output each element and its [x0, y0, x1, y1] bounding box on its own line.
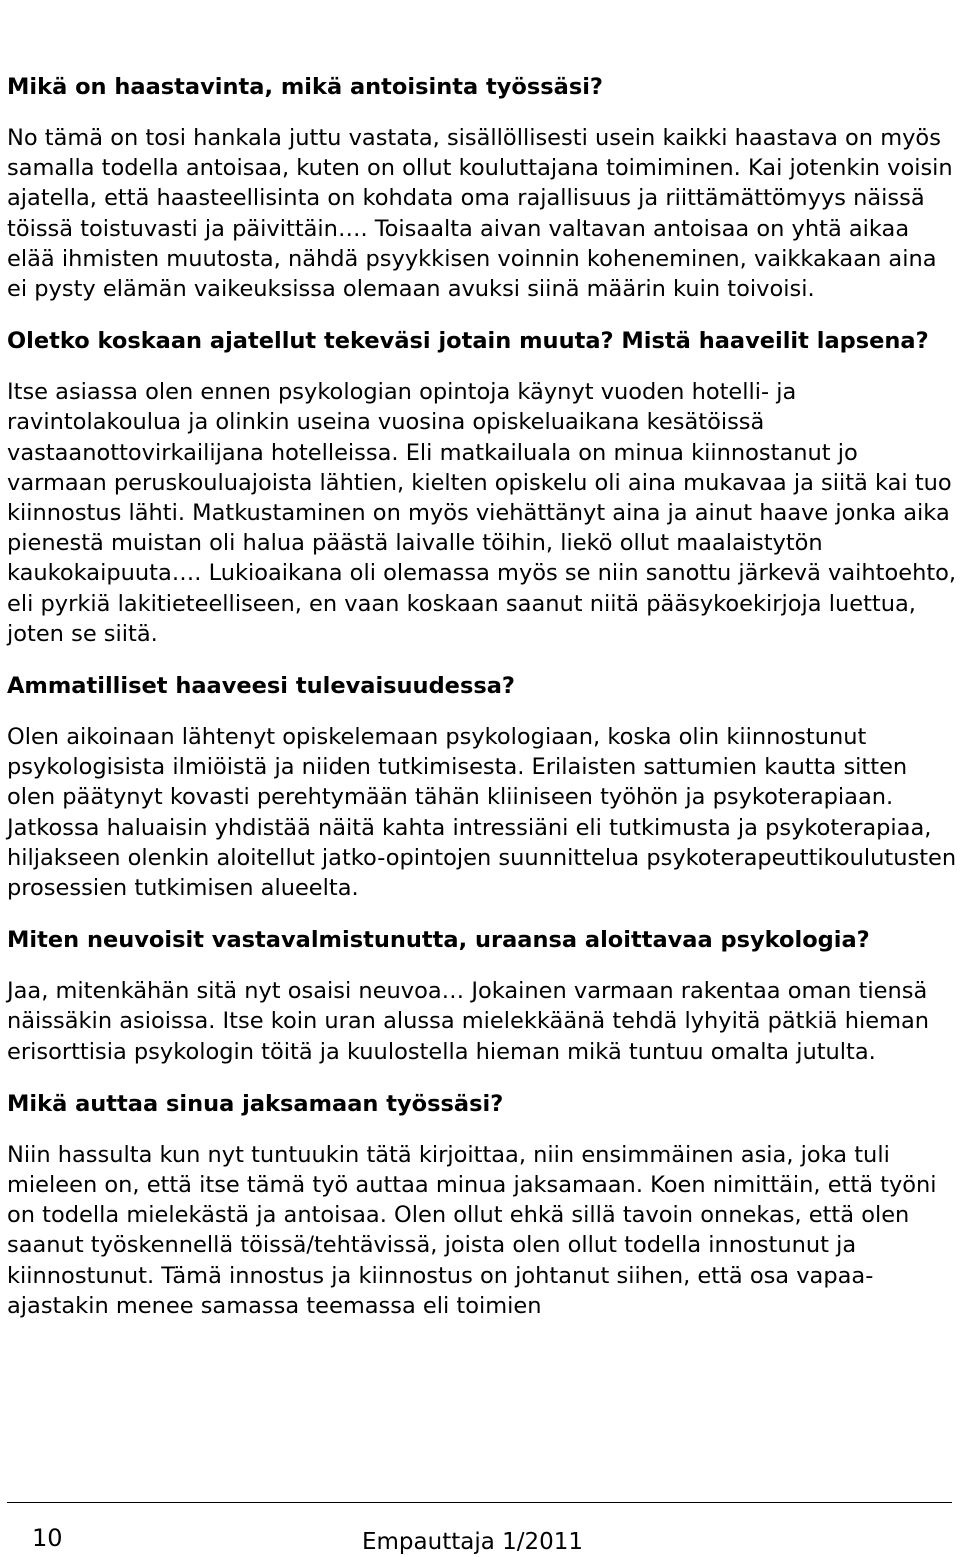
answer-paragraph: Olen aikoinaan lähtenyt opiskelemaan psykologiaan, koska olin kiinnostunut psykologisista ilmiöistä ja niiden tutkimisesta. Erilaisten sattumien kautta sitten olen päätynyt kovasti perehtymään tähän kliiniseen työhön ja psykoterapiaan. Jatkossa haluaisin yhdistää näitä kahta intressiäni eli tutkimusta ja psykoterapiaa, hiljakseen olenkin aloitellut jatko-opintojen suunnittelua psykoterapeuttikoulutusten prosessien tutkimisen alueelta. — [7, 724, 957, 902]
article-body — [7, 72, 959, 1321]
answer-paragraph: Itse asiassa olen ennen psykologian opintoja käynyt vuoden hotelli- ja ravintolakoulua ja olinkin useina vuosina opiskeluaikana kesätöissä vastaanottovirkailijana hotelleissa. Eli matkailuala on minua kiinnostanut jo varmaan peruskouluajoista lähtien, kielten opiskelu oli aina mukavaa ja siitä kai tuo kiinnostus lähti. Matkustaminen on myös viehättänyt aina ja ainut haave jonka aika pienestä muistan oli halua päästä laivalle töihin, liekö ollut maalaistytön kaukokaipuuta…. Lukioaikana oli olemassa myös se niin sanottu järkevä vaihtoehto, eli pyrkiä lakitieteelliseen, en vaan koskaan saanut niitä pääsykoekirjoja luettua, joten se siitä. — [7, 379, 957, 647]
answer-paragraph: Niin hassulta kun nyt tuntuukin tätä kirjoittaa, niin ensimmäinen asia, joka tuli mieleen on, että itse tämä työ auttaa minua jaksamaan. Koen nimittäin, että työni on todella mielekästä ja antoisaa. Olen ollut ehkä sillä tavoin onnekas, että olen saanut työskennellä töissä/tehtävissä, joista olen ollut todella innostunut ja kiinnostunut. Tämä innostus ja kiinnostus on johtanut siihen, että osa vapaa-ajastakin menee samassa teemassa eli toimien — [7, 1141, 937, 1319]
question-heading: Mikä on haastavinta, mikä antoisinta työssäsi? — [7, 74, 603, 100]
question-heading: Miten neuvoisit vastavalmistunutta, uraansa aloittavaa psykologia? — [7, 927, 870, 954]
answer-paragraph: Jaa, mitenkähän sitä nyt osaisi neuvoa… Jokainen varmaan rakentaa oman tiensä näissäkin asioissa. Itse koin uran alussa mielekkäänä tehdä lyhyitä pätkiä hieman erisorttisia psykologin töitä ja kuulostella hieman mikä tuntuu omalta jutulta. — [7, 978, 930, 1065]
answer-paragraph: No tämä on tosi hankala juttu vastata, sisällöllisesti usein kaikki haastava on myös samalla todella antoisaa, kuten on ollut kouluttajana toimiminen. Kai jotenkin voisin ajatella, että haasteellisinta on kohdata oma rajallisuus ja riittämättömyys näissä töissä toistuvasti ja päivittäin…. Toisaalta aivan valtavan antoisaa on yhtä aikaa elää ihmisten muutosta, nähdä psyykkisen voinnin koheneminen, vaikkakaan aina ei pysty elämän vaikeuksissa olemaan avuksi siinä määrin kuin toivoisi. — [7, 125, 953, 303]
page-number: 10 — [32, 1524, 63, 1552]
question-heading: Ammatilliset haaveesi tulevaisuudessa? — [7, 673, 515, 700]
footer-divider — [7, 1502, 952, 1503]
question-heading: Mikä auttaa sinua jaksamaan työssäsi? — [7, 1090, 504, 1117]
question-heading: Oletko koskaan ajatellut tekeväsi jotain muuta? Mistä haaveilit lapsena? — [7, 328, 929, 355]
publication-issue: Empauttaja 1/2011 — [362, 1529, 584, 1555]
